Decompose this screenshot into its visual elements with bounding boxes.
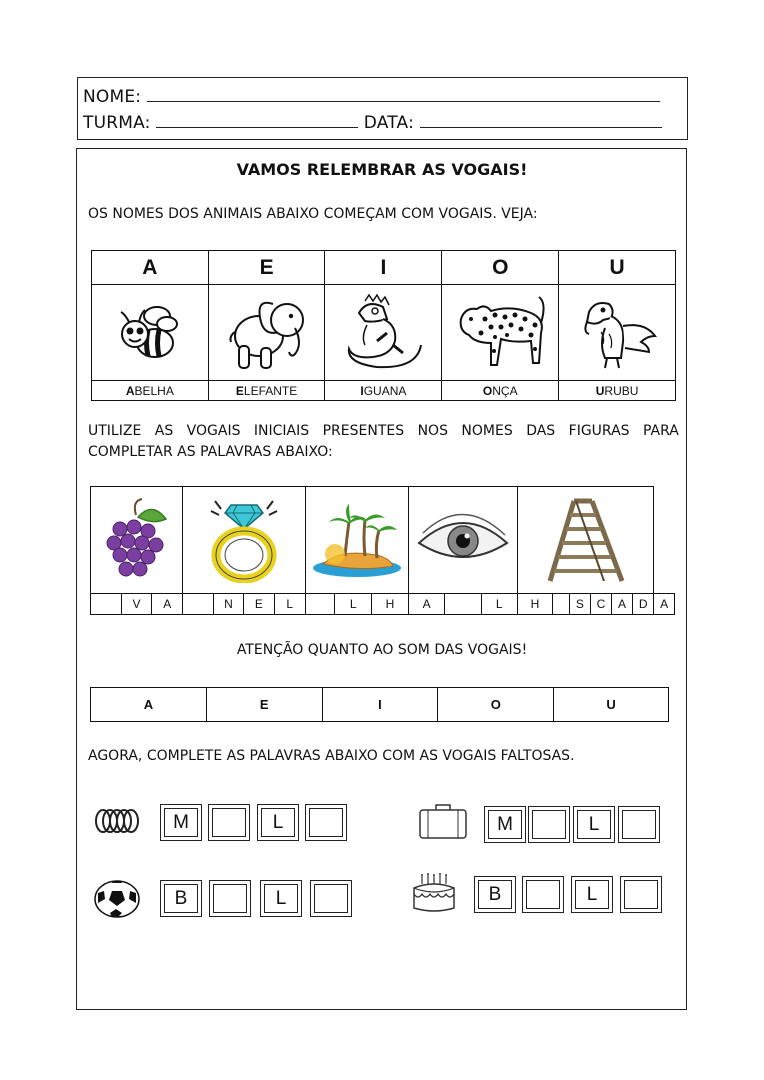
bee-icon [115,298,185,368]
word-picture [305,487,408,594]
name-row [83,86,660,107]
name-label: NOME: [83,87,142,107]
word-picture [408,487,517,594]
letter-cell: S [569,594,590,615]
cake-icon [412,872,456,914]
grapes-icon [102,495,172,585]
letter-cell: V [121,594,151,615]
letter-cell: A [612,594,633,615]
vowel-header: U [559,251,676,285]
letter-box: L [260,880,302,917]
class-field[interactable] [156,112,358,128]
animal-picture [442,285,559,381]
vulture-icon [575,292,659,374]
letter-cell: A [408,594,444,615]
animal-name: URUBU [559,381,676,401]
blank-cell[interactable] [553,594,570,615]
date-label: DATA: [363,113,415,133]
instruction-missing-vowels: AGORA, COMPLETE AS PALAVRAS ABAIXO COM AS VOGAIS FALTOSAS. [88,748,575,764]
animal-picture [559,285,676,381]
vowel-cell: A [91,688,207,722]
fill-words-table [90,486,675,615]
vowel-answer-box[interactable] [618,806,660,843]
worksheet-title: VAMOS RELEMBRAR AS VOGAIS! [236,160,528,179]
word-picture [91,487,183,594]
vowel-header: E [208,251,325,285]
attention-text: ATENÇÃO QUANTO AO SOM DAS VOGAIS! [236,642,528,658]
blank-cell[interactable] [445,594,481,615]
suitcase-icon [418,802,468,840]
letter-cell: D [633,594,654,615]
vowel-answer-box[interactable] [310,880,352,917]
letter-cell: L [481,594,517,615]
vowel-cell: O [438,688,554,722]
vowel-cell: I [322,688,438,722]
letter-box: M [484,806,526,843]
word-picture [183,487,305,594]
blank-cell[interactable] [183,594,214,615]
letter-cell: L [335,594,372,615]
letter-box: B [160,880,202,917]
vowel-answer-box[interactable] [208,804,250,841]
word-picture [517,487,653,594]
name-field[interactable] [147,86,660,102]
animal-picture [92,285,209,381]
letter-cell: C [590,594,611,615]
vowel-cell: E [206,688,322,722]
jaguar-icon [451,293,549,373]
letter-cell: A [654,594,675,615]
class-date-row [83,112,662,133]
class-label: TURMA: [83,113,151,133]
letter-cell: H [372,594,409,615]
vowel-sound-table [90,687,669,722]
vowel-cell: U [554,688,669,722]
blank-cell[interactable] [91,594,122,615]
vowel-answer-box[interactable] [528,806,570,843]
animal-name: ELEFANTE [208,381,325,401]
animals-table [91,250,676,401]
vowel-answer-box[interactable] [305,804,347,841]
letter-box: M [160,804,202,841]
vowel-header: O [442,251,559,285]
iguana-icon [337,293,429,373]
animal-picture [208,285,325,381]
instruction-complete-words [88,421,679,463]
blank-cell[interactable] [305,594,335,615]
letter-box: L [257,804,299,841]
ladder-icon [546,495,626,585]
intro-text: OS NOMES DOS ANIMAIS ABAIXO COMEÇAM COM VOGAIS. VEJA: [88,206,538,222]
vowel-answer-box[interactable] [209,880,251,917]
vowel-answer-box[interactable] [620,876,662,913]
ring-icon [203,497,285,583]
spring-icon [93,806,143,836]
student-info-box [77,77,688,140]
letter-box: L [571,876,613,913]
soccer-ball-icon [94,879,140,919]
elephant-icon [225,292,309,374]
animal-name: ONÇA [442,381,559,401]
letter-box: B [474,876,516,913]
instruction-line-2: COMPLETAR AS PALAVRAS ABAIXO: [88,444,333,460]
letter-cell: E [243,594,274,615]
eye-icon [417,509,509,571]
letter-cell: H [517,594,552,615]
vowel-header: A [92,251,209,285]
animal-name: ABELHA [92,381,209,401]
date-field[interactable] [420,112,662,128]
instruction-line-1: UTILIZE AS VOGAIS INICIAIS PRESENTES NOS NOMES DAS FIGURAS PARA [88,423,679,439]
letter-cell: A [152,594,183,615]
island-icon [309,500,405,580]
letter-cell: L [274,594,305,615]
vowel-answer-box[interactable] [522,876,564,913]
animal-name: IGUANA [325,381,442,401]
animal-picture [325,285,442,381]
vowel-header: I [325,251,442,285]
letter-cell: N [213,594,243,615]
letter-box: L [573,806,615,843]
